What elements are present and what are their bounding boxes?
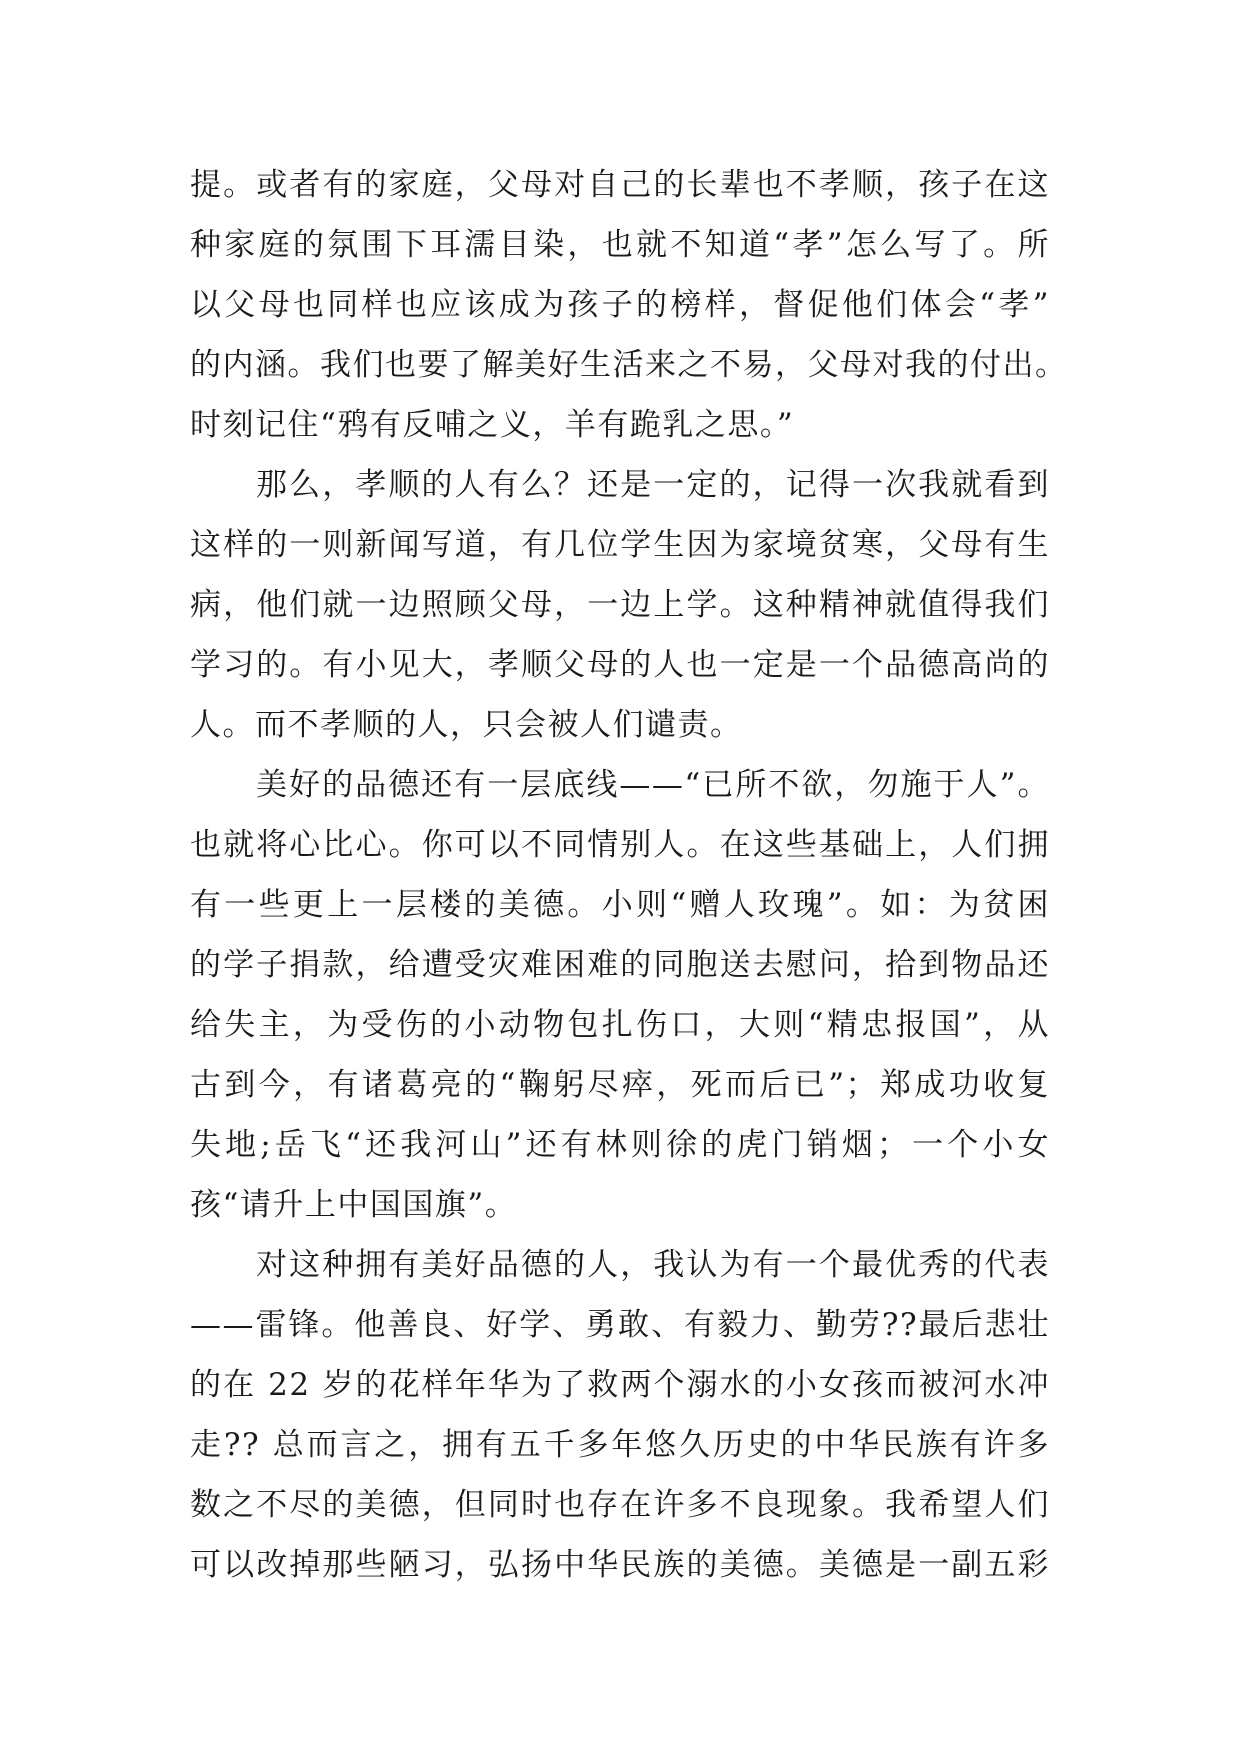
- text-line: 提。或者有的家庭，父母对自己的长辈也不孝顺，孩子在这: [190, 167, 1050, 203]
- text-line: 对这种拥有美好品德的人，我认为有一个最优秀的代表: [256, 1247, 1050, 1283]
- text-line: 美好的品德还有一层底线——“已所不欲，勿施于人”。: [256, 767, 1050, 803]
- text-line: 人。而不孝顺的人，只会被人们谴责。: [190, 707, 743, 743]
- text-line: 这样的一则新闻写道，有几位学生因为家境贫寒，父母有生: [190, 527, 1050, 563]
- text-line: 时刻记住“鸦有反哺之义，羊有跪乳之思。”: [190, 407, 795, 443]
- text-line: 学习的。有小见大，孝顺父母的人也一定是一个品德高尚的: [190, 647, 1050, 683]
- text-line: 可以改掉那些陋习，弘扬中华民族的美德。美德是一副五彩: [190, 1547, 1050, 1583]
- text-line: 那么，孝顺的人有么？还是一定的，记得一次我就看到: [256, 467, 1050, 503]
- text-line: 数之不尽的美德，但同时也存在许多不良现象。我希望人们: [190, 1487, 1050, 1523]
- text-line: 的在 22 岁的花样年华为了救两个溺水的小女孩而被河水冲: [190, 1367, 1050, 1403]
- text-line: ——雷锋。他善良、好学、勇敢、有毅力、勤劳??最后悲壮: [190, 1307, 1050, 1343]
- text-line: 的内涵。我们也要了解美好生活来之不易，父母对我的付出。: [190, 347, 1068, 383]
- text-line: 种家庭的氛围下耳濡目染，也就不知道“孝”怎么写了。所: [190, 227, 1050, 263]
- text-line: 给失主，为受伤的小动物包扎伤口，大则“精忠报国”，从: [190, 1007, 1050, 1043]
- text-line: 古到今，有诸葛亮的“鞠躬尽瘁，死而后已”；郑成功收复: [190, 1067, 1050, 1103]
- text-line: 失地;岳飞“还我河山”还有林则徐的虎门销烟；一个小女: [190, 1127, 1050, 1163]
- text-line: 以父母也同样也应该成为孩子的榜样，督促他们体会“孝”: [190, 287, 1050, 323]
- text-line: 的学子捐款，给遭受灾难困难的同胞送去慰问，拾到物品还: [190, 947, 1050, 983]
- text-line: 病，他们就一边照顾父母，一边上学。这种精神就值得我们: [190, 587, 1050, 623]
- body-text: [190, 155, 1068, 1595]
- text-line: 有一些更上一层楼的美德。小则“赠人玫瑰”。如：为贫困: [190, 887, 1050, 923]
- text-line: 走?? 总而言之，拥有五千多年悠久历史的中华民族有许多: [190, 1427, 1050, 1463]
- text-line: 孩“请升上中国国旗”。: [190, 1187, 518, 1223]
- text-line: 也就将心比心。你可以不同情别人。在这些基础上，人们拥: [190, 827, 1050, 863]
